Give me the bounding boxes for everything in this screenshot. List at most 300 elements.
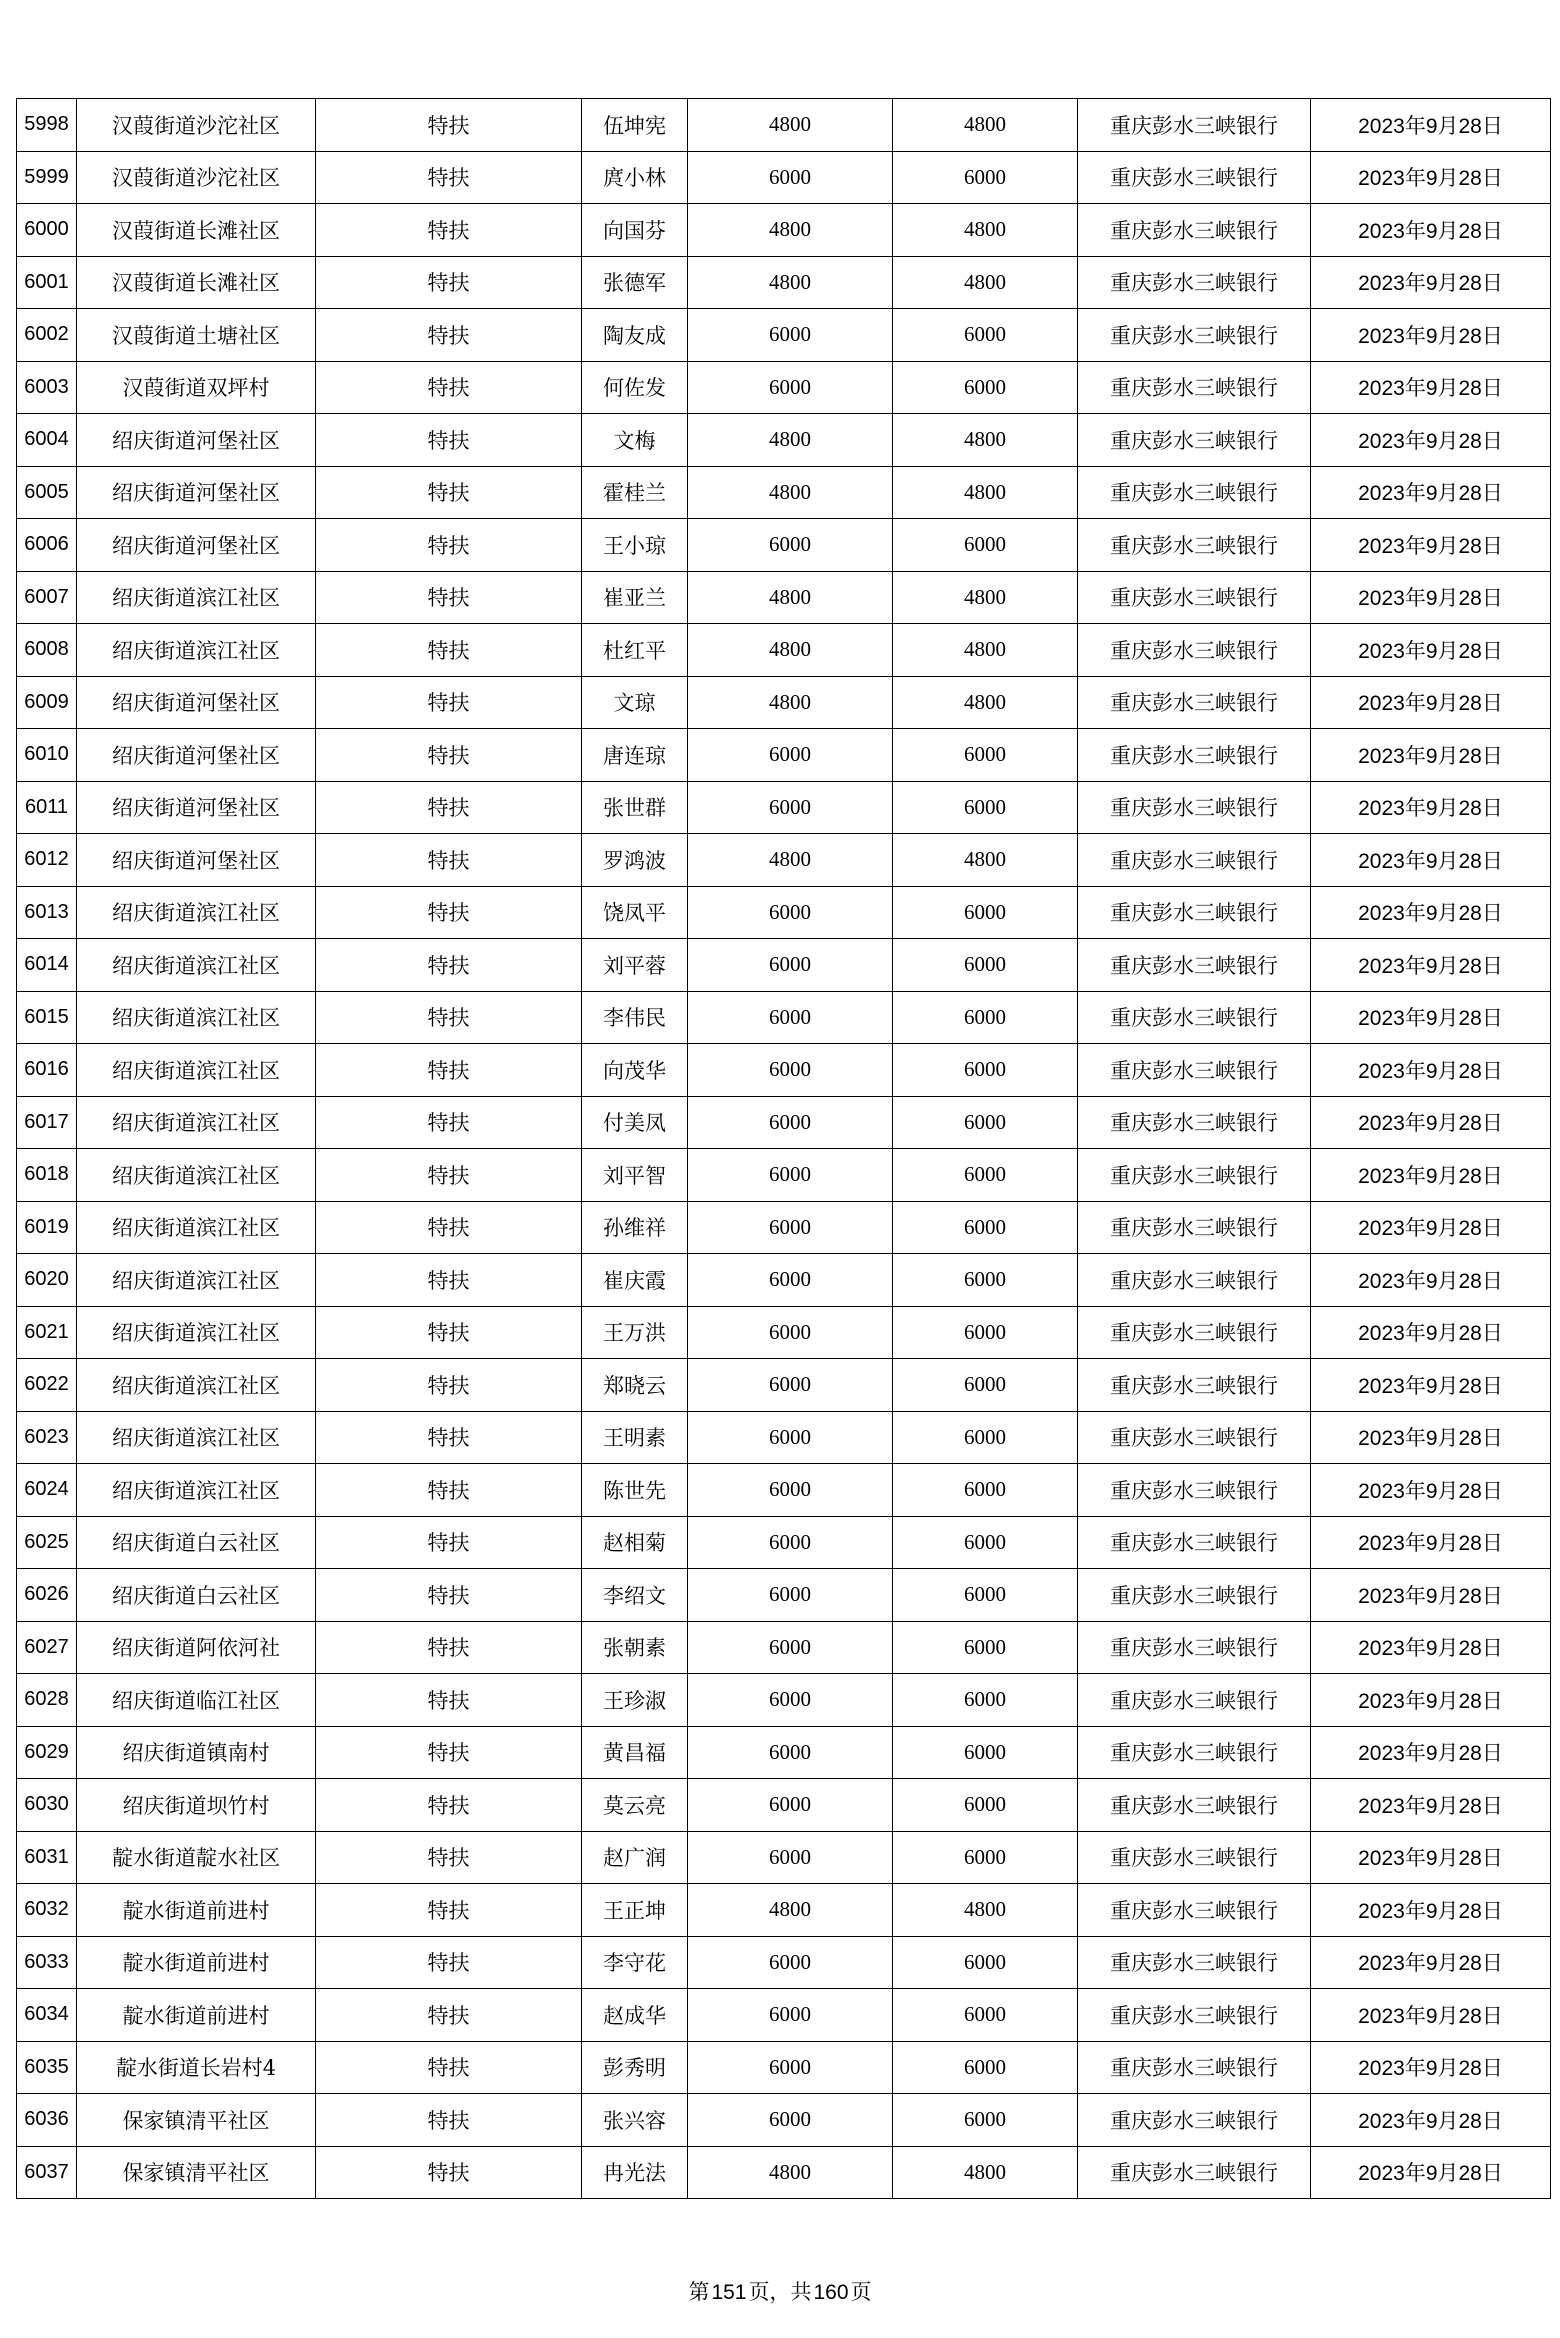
cell-type: 特扶 <box>316 361 582 414</box>
cell-amount-paid: 4800 <box>893 834 1078 887</box>
cell-area: 绍庆街道滨江社区 <box>77 1254 316 1307</box>
table-row <box>17 571 1551 624</box>
cell-seq-no: 6009 <box>17 676 77 729</box>
cell-amount-standard: 6000 <box>688 1831 893 1884</box>
cell-name: 刘平智 <box>582 1149 688 1202</box>
cell-bank: 重庆彭水三峡银行 <box>1078 361 1311 414</box>
cell-type: 特扶 <box>316 466 582 519</box>
table-row <box>17 151 1551 204</box>
cell-name: 罗鸿波 <box>582 834 688 887</box>
cell-amount-standard: 6000 <box>688 1569 893 1622</box>
table-row <box>17 466 1551 519</box>
cell-date: 2023年9月28日 <box>1311 1411 1551 1464</box>
cell-amount-standard: 6000 <box>688 1306 893 1359</box>
cell-seq-no: 6008 <box>17 624 77 677</box>
cell-bank: 重庆彭水三峡银行 <box>1078 1779 1311 1832</box>
cell-amount-paid: 6000 <box>893 1831 1078 1884</box>
cell-name: 王珍淑 <box>582 1674 688 1727</box>
cell-type: 特扶 <box>316 151 582 204</box>
cell-area: 绍庆街道滨江社区 <box>77 1044 316 1097</box>
cell-name: 张兴容 <box>582 2094 688 2147</box>
cell-seq-no: 6003 <box>17 361 77 414</box>
cell-area: 绍庆街道滨江社区 <box>77 886 316 939</box>
cell-name: 莫云亮 <box>582 1779 688 1832</box>
cell-date: 2023年9月28日 <box>1311 886 1551 939</box>
table-row <box>17 1254 1551 1307</box>
cell-type: 特扶 <box>316 1306 582 1359</box>
cell-bank: 重庆彭水三峡银行 <box>1078 939 1311 992</box>
cell-amount-standard: 4800 <box>688 204 893 257</box>
table-row <box>17 624 1551 677</box>
cell-seq-no: 6031 <box>17 1831 77 1884</box>
cell-date: 2023年9月28日 <box>1311 676 1551 729</box>
cell-amount-standard: 4800 <box>688 676 893 729</box>
cell-amount-standard: 6000 <box>688 1726 893 1779</box>
cell-area: 汉葭街道长滩社区 <box>77 204 316 257</box>
cell-amount-paid: 6000 <box>893 2094 1078 2147</box>
cell-amount-standard: 4800 <box>688 414 893 467</box>
cell-type: 特扶 <box>316 1674 582 1727</box>
cell-amount-paid: 4800 <box>893 466 1078 519</box>
cell-date: 2023年9月28日 <box>1311 1674 1551 1727</box>
cell-seq-no: 6024 <box>17 1464 77 1517</box>
cell-date: 2023年9月28日 <box>1311 939 1551 992</box>
cell-type: 特扶 <box>316 2094 582 2147</box>
cell-type: 特扶 <box>316 1621 582 1674</box>
cell-area: 绍庆街道滨江社区 <box>77 624 316 677</box>
cell-bank: 重庆彭水三峡银行 <box>1078 1726 1311 1779</box>
cell-name: 付美凤 <box>582 1096 688 1149</box>
cell-amount-standard: 4800 <box>688 466 893 519</box>
cell-bank: 重庆彭水三峡银行 <box>1078 1306 1311 1359</box>
cell-amount-paid: 6000 <box>893 886 1078 939</box>
cell-name: 赵成华 <box>582 1989 688 2042</box>
cell-date: 2023年9月28日 <box>1311 1359 1551 1412</box>
cell-type: 特扶 <box>316 1884 582 1937</box>
cell-name: 张世群 <box>582 781 688 834</box>
cell-type: 特扶 <box>316 1149 582 1202</box>
cell-type: 特扶 <box>316 991 582 1044</box>
cell-seq-no: 6015 <box>17 991 77 1044</box>
footer-middle: 页，共 <box>748 2280 812 2304</box>
cell-name: 唐连琼 <box>582 729 688 782</box>
cell-amount-paid: 4800 <box>893 2146 1078 2199</box>
cell-seq-no: 6027 <box>17 1621 77 1674</box>
cell-bank: 重庆彭水三峡银行 <box>1078 729 1311 782</box>
cell-type: 特扶 <box>316 1096 582 1149</box>
cell-amount-paid: 6000 <box>893 1989 1078 2042</box>
cell-date: 2023年9月28日 <box>1311 361 1551 414</box>
cell-area: 绍庆街道坝竹村 <box>77 1779 316 1832</box>
cell-name: 饶凤平 <box>582 886 688 939</box>
cell-name: 崔亚兰 <box>582 571 688 624</box>
cell-amount-standard: 6000 <box>688 519 893 572</box>
cell-amount-paid: 6000 <box>893 1674 1078 1727</box>
cell-bank: 重庆彭水三峡银行 <box>1078 466 1311 519</box>
cell-amount-paid: 6000 <box>893 1359 1078 1412</box>
cell-type: 特扶 <box>316 1254 582 1307</box>
cell-name: 陈世先 <box>582 1464 688 1517</box>
cell-area: 绍庆街道河堡社区 <box>77 834 316 887</box>
cell-area: 靛水街道靛水社区 <box>77 1831 316 1884</box>
cell-amount-paid: 4800 <box>893 676 1078 729</box>
cell-bank: 重庆彭水三峡银行 <box>1078 1516 1311 1569</box>
cell-name: 孙维祥 <box>582 1201 688 1254</box>
cell-name: 陶友成 <box>582 309 688 362</box>
cell-amount-standard: 6000 <box>688 1149 893 1202</box>
cell-area: 绍庆街道滨江社区 <box>77 1149 316 1202</box>
cell-amount-paid: 6000 <box>893 939 1078 992</box>
table-row <box>17 1674 1551 1727</box>
cell-bank: 重庆彭水三峡银行 <box>1078 1831 1311 1884</box>
cell-bank: 重庆彭水三峡银行 <box>1078 414 1311 467</box>
cell-name: 李伟民 <box>582 991 688 1044</box>
cell-amount-paid: 6000 <box>893 1569 1078 1622</box>
cell-amount-standard: 4800 <box>688 1884 893 1937</box>
cell-date: 2023年9月28日 <box>1311 781 1551 834</box>
cell-seq-no: 5998 <box>17 99 77 152</box>
cell-bank: 重庆彭水三峡银行 <box>1078 1674 1311 1727</box>
cell-name: 李守花 <box>582 1936 688 1989</box>
cell-date: 2023年9月28日 <box>1311 2094 1551 2147</box>
cell-amount-standard: 6000 <box>688 1674 893 1727</box>
cell-seq-no: 6016 <box>17 1044 77 1097</box>
cell-date: 2023年9月28日 <box>1311 414 1551 467</box>
cell-area: 绍庆街道河堡社区 <box>77 676 316 729</box>
cell-date: 2023年9月28日 <box>1311 1464 1551 1517</box>
cell-bank: 重庆彭水三峡银行 <box>1078 2041 1311 2094</box>
cell-type: 特扶 <box>316 1831 582 1884</box>
cell-amount-standard: 4800 <box>688 2146 893 2199</box>
table-row <box>17 939 1551 992</box>
cell-area: 绍庆街道滨江社区 <box>77 1306 316 1359</box>
cell-type: 特扶 <box>316 624 582 677</box>
cell-date: 2023年9月28日 <box>1311 1989 1551 2042</box>
payment-table <box>16 98 1551 2199</box>
cell-seq-no: 6013 <box>17 886 77 939</box>
cell-amount-standard: 6000 <box>688 1044 893 1097</box>
cell-type: 特扶 <box>316 1936 582 1989</box>
cell-bank: 重庆彭水三峡银行 <box>1078 834 1311 887</box>
footer-suffix: 页 <box>850 2280 872 2304</box>
cell-type: 特扶 <box>316 834 582 887</box>
cell-amount-standard: 6000 <box>688 1989 893 2042</box>
cell-seq-no: 6037 <box>17 2146 77 2199</box>
cell-amount-standard: 6000 <box>688 886 893 939</box>
cell-seq-no: 6028 <box>17 1674 77 1727</box>
cell-bank: 重庆彭水三峡银行 <box>1078 256 1311 309</box>
cell-area: 绍庆街道滨江社区 <box>77 1096 316 1149</box>
cell-name: 张朝素 <box>582 1621 688 1674</box>
table-row <box>17 1044 1551 1097</box>
table-row <box>17 2146 1551 2199</box>
cell-name: 郑晓云 <box>582 1359 688 1412</box>
cell-amount-paid: 6000 <box>893 151 1078 204</box>
table-row <box>17 1201 1551 1254</box>
cell-name: 赵相菊 <box>582 1516 688 1569</box>
cell-type: 特扶 <box>316 256 582 309</box>
cell-seq-no: 6001 <box>17 256 77 309</box>
cell-area: 绍庆街道滨江社区 <box>77 1411 316 1464</box>
cell-area: 绍庆街道临江社区 <box>77 1674 316 1727</box>
cell-name: 王万洪 <box>582 1306 688 1359</box>
cell-amount-paid: 6000 <box>893 1464 1078 1517</box>
cell-bank: 重庆彭水三峡银行 <box>1078 309 1311 362</box>
cell-seq-no: 6012 <box>17 834 77 887</box>
cell-amount-standard: 6000 <box>688 781 893 834</box>
cell-seq-no: 6006 <box>17 519 77 572</box>
cell-amount-standard: 6000 <box>688 729 893 782</box>
cell-date: 2023年9月28日 <box>1311 1936 1551 1989</box>
cell-bank: 重庆彭水三峡银行 <box>1078 1884 1311 1937</box>
table-row <box>17 414 1551 467</box>
cell-bank: 重庆彭水三峡银行 <box>1078 2094 1311 2147</box>
cell-date: 2023年9月28日 <box>1311 1516 1551 1569</box>
table-row <box>17 1096 1551 1149</box>
cell-date: 2023年9月28日 <box>1311 1044 1551 1097</box>
cell-area: 汉葭街道双坪村 <box>77 361 316 414</box>
cell-area: 靛水街道长岩村4 <box>77 2041 316 2094</box>
table-row <box>17 1569 1551 1622</box>
cell-name: 向国芬 <box>582 204 688 257</box>
cell-date: 2023年9月28日 <box>1311 1254 1551 1307</box>
cell-bank: 重庆彭水三峡银行 <box>1078 886 1311 939</box>
cell-amount-paid: 4800 <box>893 1884 1078 1937</box>
cell-area: 靛水街道前进村 <box>77 1936 316 1989</box>
cell-type: 特扶 <box>316 1411 582 1464</box>
table-row <box>17 1149 1551 1202</box>
cell-date: 2023年9月28日 <box>1311 99 1551 152</box>
cell-name: 霍桂兰 <box>582 466 688 519</box>
table-row <box>17 1884 1551 1937</box>
table-row <box>17 729 1551 782</box>
cell-area: 绍庆街道滨江社区 <box>77 1359 316 1412</box>
cell-area: 绍庆街道河堡社区 <box>77 781 316 834</box>
cell-seq-no: 6007 <box>17 571 77 624</box>
cell-type: 特扶 <box>316 886 582 939</box>
table-row <box>17 361 1551 414</box>
cell-amount-paid: 6000 <box>893 1201 1078 1254</box>
table-row <box>17 1464 1551 1517</box>
cell-bank: 重庆彭水三峡银行 <box>1078 1096 1311 1149</box>
cell-date: 2023年9月28日 <box>1311 466 1551 519</box>
table-row <box>17 781 1551 834</box>
cell-amount-paid: 6000 <box>893 1254 1078 1307</box>
cell-type: 特扶 <box>316 1726 582 1779</box>
cell-name: 刘平蓉 <box>582 939 688 992</box>
cell-area: 绍庆街道滨江社区 <box>77 1201 316 1254</box>
cell-type: 特扶 <box>316 1201 582 1254</box>
cell-area: 汉葭街道土塘社区 <box>77 309 316 362</box>
cell-name: 冉光法 <box>582 2146 688 2199</box>
cell-amount-paid: 4800 <box>893 99 1078 152</box>
cell-amount-paid: 6000 <box>893 1726 1078 1779</box>
cell-type: 特扶 <box>316 939 582 992</box>
cell-type: 特扶 <box>316 676 582 729</box>
current-page-number: 151 <box>711 2281 747 2304</box>
table-row <box>17 1516 1551 1569</box>
cell-type: 特扶 <box>316 99 582 152</box>
cell-amount-paid: 6000 <box>893 781 1078 834</box>
cell-seq-no: 6035 <box>17 2041 77 2094</box>
cell-amount-paid: 6000 <box>893 361 1078 414</box>
table-row <box>17 1306 1551 1359</box>
table-row <box>17 1831 1551 1884</box>
cell-area: 绍庆街道河堡社区 <box>77 466 316 519</box>
footer-prefix: 第 <box>688 2280 710 2304</box>
cell-bank: 重庆彭水三峡银行 <box>1078 624 1311 677</box>
cell-area: 靛水街道前进村 <box>77 1884 316 1937</box>
cell-date: 2023年9月28日 <box>1311 1149 1551 1202</box>
cell-seq-no: 6019 <box>17 1201 77 1254</box>
cell-amount-standard: 6000 <box>688 991 893 1044</box>
cell-seq-no: 6033 <box>17 1936 77 1989</box>
cell-name: 黄昌福 <box>582 1726 688 1779</box>
cell-bank: 重庆彭水三峡银行 <box>1078 1569 1311 1622</box>
table-row <box>17 256 1551 309</box>
table-row <box>17 1726 1551 1779</box>
cell-type: 特扶 <box>316 571 582 624</box>
cell-amount-paid: 6000 <box>893 519 1078 572</box>
cell-bank: 重庆彭水三峡银行 <box>1078 519 1311 572</box>
cell-area: 绍庆街道河堡社区 <box>77 729 316 782</box>
cell-date: 2023年9月28日 <box>1311 2146 1551 2199</box>
cell-type: 特扶 <box>316 519 582 572</box>
cell-amount-standard: 6000 <box>688 939 893 992</box>
cell-date: 2023年9月28日 <box>1311 256 1551 309</box>
cell-type: 特扶 <box>316 1464 582 1517</box>
cell-amount-standard: 4800 <box>688 834 893 887</box>
cell-amount-paid: 6000 <box>893 729 1078 782</box>
cell-amount-standard: 6000 <box>688 309 893 362</box>
cell-amount-standard: 6000 <box>688 151 893 204</box>
cell-name: 庹小林 <box>582 151 688 204</box>
cell-area: 汉葭街道沙沱社区 <box>77 151 316 204</box>
cell-date: 2023年9月28日 <box>1311 519 1551 572</box>
cell-name: 伍坤宪 <box>582 99 688 152</box>
cell-bank: 重庆彭水三峡银行 <box>1078 1464 1311 1517</box>
table-row <box>17 676 1551 729</box>
table-row <box>17 2094 1551 2147</box>
cell-bank: 重庆彭水三峡银行 <box>1078 991 1311 1044</box>
cell-date: 2023年9月28日 <box>1311 204 1551 257</box>
cell-amount-standard: 6000 <box>688 1621 893 1674</box>
cell-amount-standard: 6000 <box>688 1359 893 1412</box>
cell-date: 2023年9月28日 <box>1311 571 1551 624</box>
cell-type: 特扶 <box>316 1989 582 2042</box>
cell-date: 2023年9月28日 <box>1311 1201 1551 1254</box>
cell-area: 绍庆街道阿依河社 <box>77 1621 316 1674</box>
cell-seq-no: 6032 <box>17 1884 77 1937</box>
table-row <box>17 834 1551 887</box>
cell-amount-paid: 6000 <box>893 1621 1078 1674</box>
cell-seq-no: 6020 <box>17 1254 77 1307</box>
cell-amount-standard: 6000 <box>688 1411 893 1464</box>
cell-amount-paid: 6000 <box>893 1936 1078 1989</box>
cell-date: 2023年9月28日 <box>1311 1831 1551 1884</box>
cell-date: 2023年9月28日 <box>1311 1569 1551 1622</box>
cell-name: 杜红平 <box>582 624 688 677</box>
cell-area: 绍庆街道白云社区 <box>77 1569 316 1622</box>
table-row <box>17 991 1551 1044</box>
cell-area: 靛水街道前进村 <box>77 1989 316 2042</box>
cell-name: 王明素 <box>582 1411 688 1464</box>
table-row <box>17 886 1551 939</box>
cell-amount-standard: 4800 <box>688 571 893 624</box>
cell-bank: 重庆彭水三峡银行 <box>1078 2146 1311 2199</box>
cell-amount-standard: 6000 <box>688 1464 893 1517</box>
table-row <box>17 1779 1551 1832</box>
cell-type: 特扶 <box>316 729 582 782</box>
cell-amount-paid: 6000 <box>893 1149 1078 1202</box>
cell-seq-no: 6036 <box>17 2094 77 2147</box>
cell-type: 特扶 <box>316 1569 582 1622</box>
cell-date: 2023年9月28日 <box>1311 309 1551 362</box>
cell-date: 2023年9月28日 <box>1311 1726 1551 1779</box>
table-row <box>17 1621 1551 1674</box>
cell-area: 绍庆街道河堡社区 <box>77 414 316 467</box>
cell-amount-paid: 6000 <box>893 1044 1078 1097</box>
cell-name: 何佐发 <box>582 361 688 414</box>
cell-seq-no: 6025 <box>17 1516 77 1569</box>
cell-area: 绍庆街道滨江社区 <box>77 571 316 624</box>
cell-seq-no: 6017 <box>17 1096 77 1149</box>
cell-type: 特扶 <box>316 2146 582 2199</box>
cell-amount-standard: 6000 <box>688 1201 893 1254</box>
cell-area: 绍庆街道河堡社区 <box>77 519 316 572</box>
cell-seq-no: 6002 <box>17 309 77 362</box>
cell-amount-standard: 6000 <box>688 2041 893 2094</box>
cell-amount-standard: 4800 <box>688 624 893 677</box>
cell-seq-no: 6018 <box>17 1149 77 1202</box>
cell-amount-paid: 4800 <box>893 256 1078 309</box>
cell-bank: 重庆彭水三峡银行 <box>1078 571 1311 624</box>
cell-name: 王正坤 <box>582 1884 688 1937</box>
cell-area: 汉葭街道沙沱社区 <box>77 99 316 152</box>
table-row <box>17 2041 1551 2094</box>
cell-seq-no: 6000 <box>17 204 77 257</box>
cell-seq-no: 6026 <box>17 1569 77 1622</box>
cell-amount-paid: 6000 <box>893 1516 1078 1569</box>
cell-amount-paid: 4800 <box>893 414 1078 467</box>
cell-area: 绍庆街道滨江社区 <box>77 939 316 992</box>
cell-bank: 重庆彭水三峡银行 <box>1078 1936 1311 1989</box>
cell-bank: 重庆彭水三峡银行 <box>1078 1201 1311 1254</box>
cell-bank: 重庆彭水三峡银行 <box>1078 1411 1311 1464</box>
cell-bank: 重庆彭水三峡银行 <box>1078 99 1311 152</box>
cell-amount-paid: 6000 <box>893 991 1078 1044</box>
cell-type: 特扶 <box>316 781 582 834</box>
cell-bank: 重庆彭水三峡银行 <box>1078 781 1311 834</box>
cell-seq-no: 6004 <box>17 414 77 467</box>
cell-bank: 重庆彭水三峡银行 <box>1078 1989 1311 2042</box>
cell-bank: 重庆彭水三峡银行 <box>1078 1149 1311 1202</box>
cell-type: 特扶 <box>316 204 582 257</box>
cell-name: 向茂华 <box>582 1044 688 1097</box>
cell-amount-standard: 6000 <box>688 1936 893 1989</box>
cell-type: 特扶 <box>316 1044 582 1097</box>
cell-bank: 重庆彭水三峡银行 <box>1078 204 1311 257</box>
cell-type: 特扶 <box>316 1359 582 1412</box>
cell-date: 2023年9月28日 <box>1311 2041 1551 2094</box>
cell-name: 文琼 <box>582 676 688 729</box>
cell-type: 特扶 <box>316 2041 582 2094</box>
cell-amount-paid: 6000 <box>893 309 1078 362</box>
cell-amount-standard: 6000 <box>688 361 893 414</box>
total-pages-number: 160 <box>813 2281 849 2304</box>
cell-name: 彭秀明 <box>582 2041 688 2094</box>
table-row <box>17 1411 1551 1464</box>
